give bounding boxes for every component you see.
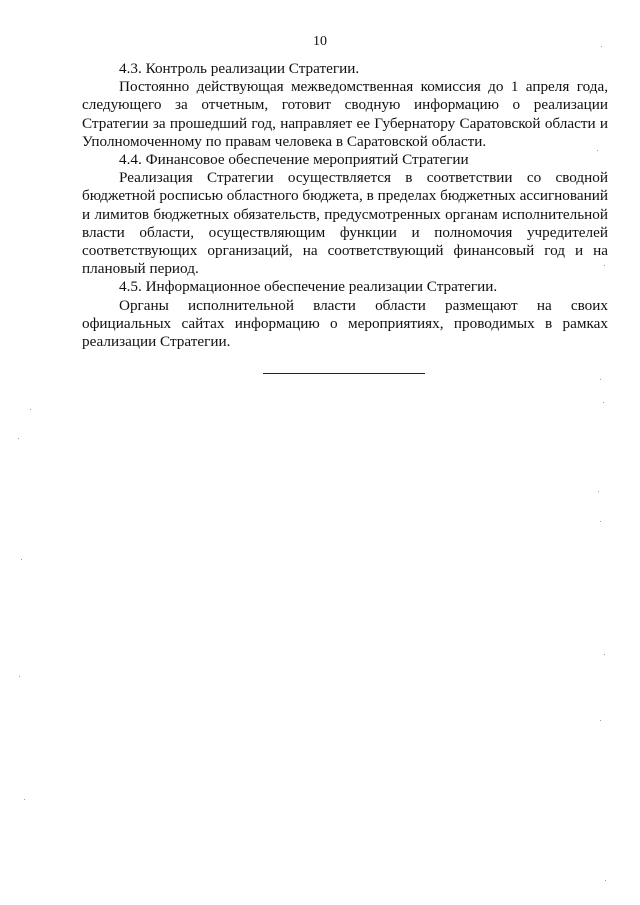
scan-speck bbox=[19, 676, 20, 677]
scan-speck bbox=[597, 150, 598, 151]
section-paragraph: Органы исполнительной власти области размещают на своих официальных сайтах информацию о мероприятиях, проводимых в рамках реализации Стратегии. bbox=[82, 296, 608, 351]
scan-speck bbox=[600, 379, 601, 380]
scan-speck bbox=[604, 265, 605, 266]
section-paragraph: Постоянно действующая межведомственная комиссия до 1 апреля года, следующего за отчетным, готовит сводную информацию о реализации Стратегии за прошедший год, направляет ее Губернатору Саратовской области и Уполномоченному по правам человека в Саратовской области. bbox=[82, 78, 608, 150]
section-paragraph: Реализация Стратегии осуществляется в соответствии со сводной бюджетной росписью областного бюджета, в пределах бюджетных ассигнований и лимитов бюджетных обязательств, предусмотренных органам исполнительной власти области, осуществляющим функции и полномочия учредителей соответствующих организаций, на соответствующий финансовый год и на плановый период. bbox=[82, 169, 608, 278]
scan-speck bbox=[24, 799, 25, 800]
scan-speck bbox=[600, 720, 601, 721]
scan-speck bbox=[600, 521, 601, 522]
scan-speck bbox=[30, 409, 31, 410]
scan-speck bbox=[21, 559, 22, 560]
page-number: 10 bbox=[313, 34, 327, 49]
end-separator-line bbox=[263, 373, 425, 374]
scan-speck bbox=[601, 46, 602, 47]
scan-speck bbox=[603, 402, 604, 403]
scan-speck bbox=[18, 438, 19, 439]
document-body bbox=[82, 60, 608, 351]
section-heading: 4.5. Информационное обеспечение реализации Стратегии. bbox=[119, 278, 498, 296]
scan-speck bbox=[605, 880, 606, 881]
section-heading: 4.4. Финансовое обеспечение мероприятий Стратегии bbox=[119, 151, 469, 169]
scan-speck bbox=[604, 654, 605, 655]
scan-speck bbox=[598, 491, 599, 492]
section-heading: 4.3. Контроль реализации Стратегии. bbox=[119, 60, 360, 77]
